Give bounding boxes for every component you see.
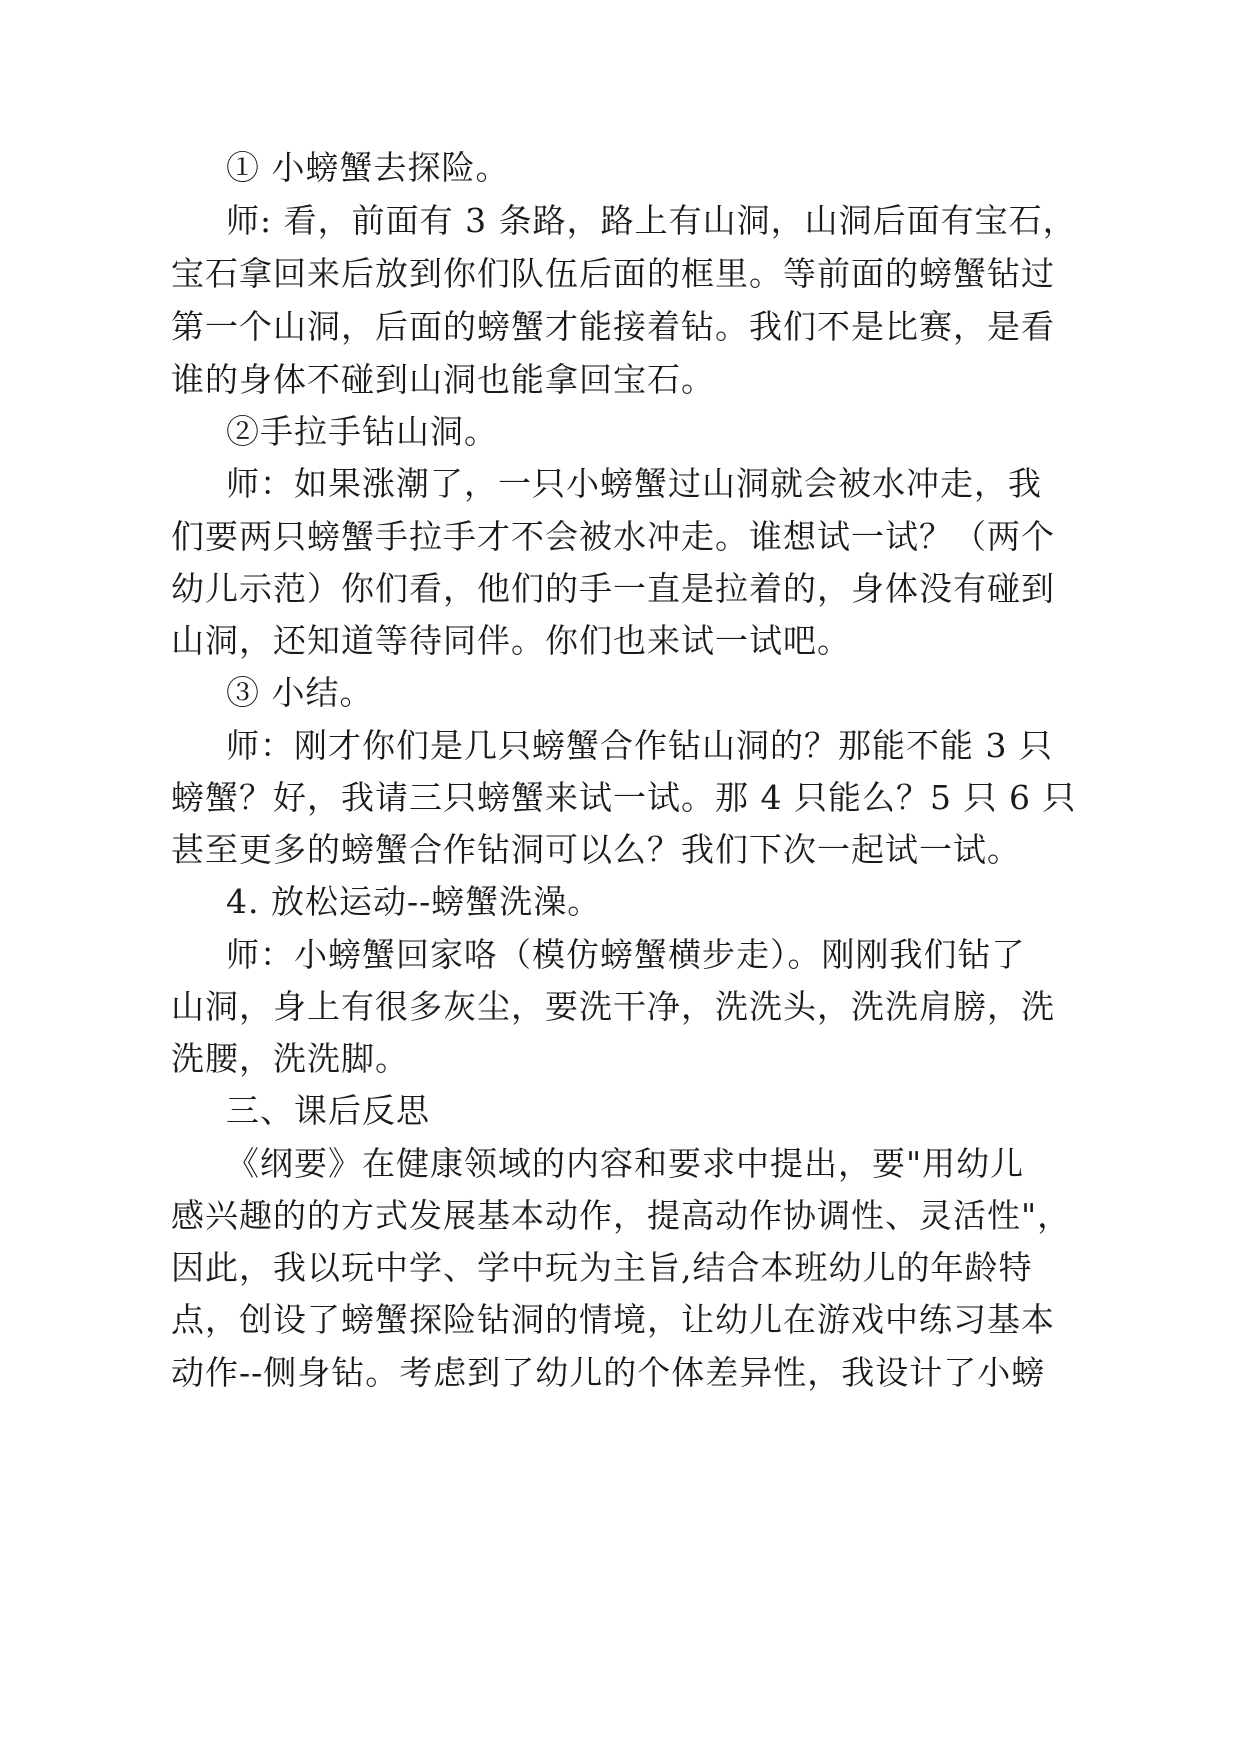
paragraph-line: 4. 放松运动--螃蟹洗澡。 — [226, 882, 602, 921]
paragraph-line: 师：如果涨潮了，一只小螃蟹过山洞就会被水冲走，我 — [226, 464, 1042, 503]
paragraph-line: 甚至更多的螃蟹合作钻洞可以么？我们下次一起试一试。 — [171, 830, 1021, 869]
paragraph-line: ① 小螃蟹去探险。 — [226, 148, 510, 187]
paragraph-line: 师：刚才你们是几只螃蟹合作钻山洞的？那能不能 3 只 — [226, 726, 1053, 765]
paragraph-line: 幼儿示范）你们看，他们的手一直是拉着的，身体没有碰到 — [171, 569, 1055, 608]
paragraph-line: ③ 小结。 — [226, 673, 374, 712]
paragraph-line: 师: 看，前面有 3 条路，路上有山洞，山洞后面有宝石， — [226, 201, 1077, 240]
paragraph-line: 山洞，身上有很多灰尘，要洗干净，洗洗头，洗洗肩膀，洗 — [171, 987, 1055, 1026]
paragraph-line: 第一个山洞，后面的螃蟹才能接着钻。我们不是比赛，是看 — [171, 307, 1055, 346]
paragraph-line: 宝石拿回来后放到你们队伍后面的框里。等前面的螃蟹钻过 — [171, 254, 1055, 293]
paragraph-line: 们要两只螃蟹手拉手才不会被水冲走。谁想试一试？（两个 — [171, 517, 1055, 556]
paragraph-line: 感兴趣的的方式发展基本动作，提高动作协调性、灵活性"， — [171, 1196, 1072, 1235]
paragraph-line: 师：小螃蟹回家咯（模仿螃蟹横步走）。刚刚我们钻了 — [226, 935, 1026, 974]
paragraph-line: 《纲要》在健康领域的内容和要求中提出，要"用幼儿 — [226, 1144, 1025, 1183]
paragraph-line: 点，创设了螃蟹探险钻洞的情境，让幼儿在游戏中练习基本 — [171, 1300, 1055, 1339]
paragraph-line: 因此，我以玩中学、学中玩为主旨,结合本班幼儿的年龄特 — [171, 1248, 1033, 1287]
paragraph-line: 螃蟹？好，我请三只螃蟹来试一试。那 4 只能么？5 只 6 只 — [171, 778, 1077, 817]
section-heading: 三、课后反思 — [226, 1091, 430, 1130]
paragraph-line: 动作--侧身钻。考虑到了幼儿的个体差异性，我设计了小螃 — [171, 1353, 1046, 1392]
paragraph-line: ②手拉手钻山洞。 — [226, 412, 498, 451]
paragraph-line: 洗腰，洗洗脚。 — [171, 1039, 409, 1078]
paragraph-line: 山洞，还知道等待同伴。你们也来试一试吧。 — [171, 621, 851, 660]
paragraph-line: 谁的身体不碰到山洞也能拿回宝石。 — [171, 360, 715, 399]
